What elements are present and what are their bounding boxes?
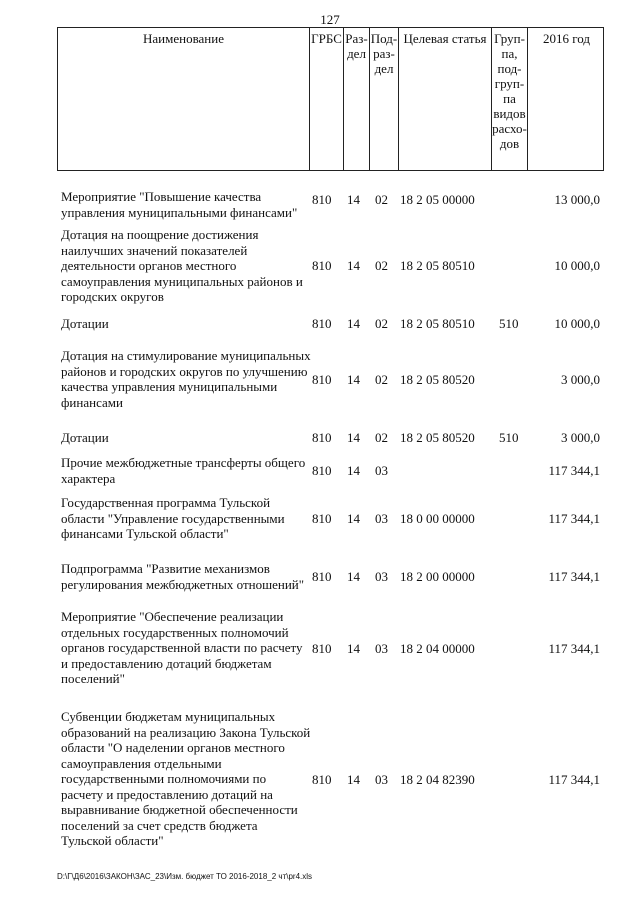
row-grbs: 810 (312, 430, 332, 445)
row-podrazdel: 02 (375, 192, 388, 207)
row-name: Дотация на стимулирование муниципальных районов и городских округов по улучшению качества управления муниципальными финансами (61, 348, 311, 410)
row-razdel: 14 (347, 569, 360, 584)
row-name: Подпрограмма "Развитие механизмов регулирования межбюджетных отношений" (61, 561, 305, 592)
row-podrazdel: 02 (375, 430, 388, 445)
row-name: Прочие межбюджетные трансферты общего характера (61, 455, 306, 486)
page-number: 127 (320, 12, 340, 27)
row-grbs: 810 (312, 372, 332, 387)
row-razdel: 14 (347, 511, 360, 526)
row-amount: 117 344,1 (548, 511, 600, 526)
row-grbs: 810 (312, 772, 332, 787)
row-name: Дотации (61, 430, 109, 445)
row-target-article: 18 2 04 82390 (400, 772, 475, 787)
row-amount: 117 344,1 (548, 772, 600, 787)
row-razdel: 14 (347, 772, 360, 787)
row-name: Дотации (61, 316, 109, 331)
row-grbs: 810 (312, 641, 332, 656)
row-target-article: 18 2 05 00000 (400, 192, 475, 207)
row-grbs: 810 (312, 511, 332, 526)
row-razdel: 14 (347, 192, 360, 207)
file-path-footer: D:\Г\Д6\2016\ЗАКОН\ЗАС_23\Изм. бюджет ТО 2016-2018_2 чт\pr4.xls (57, 872, 313, 881)
row-amount: 117 344,1 (548, 569, 600, 584)
header-podrazdel: Под- раз- дел (370, 28, 399, 170)
row-podrazdel: 02 (375, 258, 388, 273)
row-razdel: 14 (347, 258, 360, 273)
row-amount: 3 000,0 (561, 430, 600, 445)
row-amount: 10 000,0 (554, 258, 600, 273)
row-amount: 13 000,0 (554, 192, 600, 207)
row-razdel: 14 (347, 316, 360, 331)
row-amount: 117 344,1 (548, 463, 600, 478)
table-header (57, 27, 604, 171)
row-name: Дотация на поощрение достижения наилучших значений показателей деятельности органов местного самоуправления муниципальных районов и городских округов (61, 227, 303, 304)
row-name: Государственная программа Тульской области "Управление государственными финансами Тульской области" (61, 495, 285, 541)
row-grbs: 810 (312, 463, 332, 478)
row-podrazdel: 03 (375, 641, 388, 656)
row-expense-group: 510 (499, 430, 519, 445)
header-name: Наименование (58, 28, 310, 170)
row-podrazdel: 03 (375, 772, 388, 787)
row-amount: 10 000,0 (554, 316, 600, 331)
row-podrazdel: 02 (375, 316, 388, 331)
row-razdel: 14 (347, 641, 360, 656)
row-target-article: 18 2 00 00000 (400, 569, 475, 584)
row-target-article: 18 2 05 80510 (400, 258, 475, 273)
row-razdel: 14 (347, 372, 360, 387)
row-name: Мероприятие "Обеспечение реализации отдельных государственных полномочий органов государственной власти по расчету и предоставлению дотаций бюджетам поселений" (61, 609, 303, 686)
row-razdel: 14 (347, 430, 360, 445)
row-grbs: 810 (312, 316, 332, 331)
header-grbs: ГРБС (310, 28, 344, 170)
row-name: Мероприятие "Повышение качества управления муниципальными финансами" (61, 189, 298, 220)
row-podrazdel: 03 (375, 511, 388, 526)
row-grbs: 810 (312, 569, 332, 584)
row-razdel: 14 (347, 463, 360, 478)
row-podrazdel: 03 (375, 463, 388, 478)
header-year: 2016 год (543, 31, 590, 46)
header-expense-group: Груп- па, под- груп- па видов расхо- дов (492, 28, 528, 170)
row-podrazdel: 03 (375, 569, 388, 584)
row-podrazdel: 02 (375, 372, 388, 387)
row-target-article: 18 2 04 00000 (400, 641, 475, 656)
row-name: Субвенции бюджетам муниципальных образований на реализацию Закона Тульской области "О наделении органов местного самоуправления отдельными государственными полномочиями по расчету и предоставлению дотаций на выравнивание бюджетной обеспеченности поселений за счет средств бюджета Тульской области" (61, 709, 311, 848)
row-target-article: 18 2 05 80520 (400, 430, 475, 445)
row-grbs: 810 (312, 192, 332, 207)
row-amount: 117 344,1 (548, 641, 600, 656)
row-target-article: 18 2 05 80520 (400, 372, 475, 387)
row-target-article: 18 2 05 80510 (400, 316, 475, 331)
row-target-article: 18 0 00 00000 (400, 511, 475, 526)
header-razdel: Раз- дел (344, 28, 370, 170)
row-expense-group: 510 (499, 316, 519, 331)
row-grbs: 810 (312, 258, 332, 273)
header-target-article: Целевая статья (399, 28, 492, 170)
row-amount: 3 000,0 (561, 372, 600, 387)
